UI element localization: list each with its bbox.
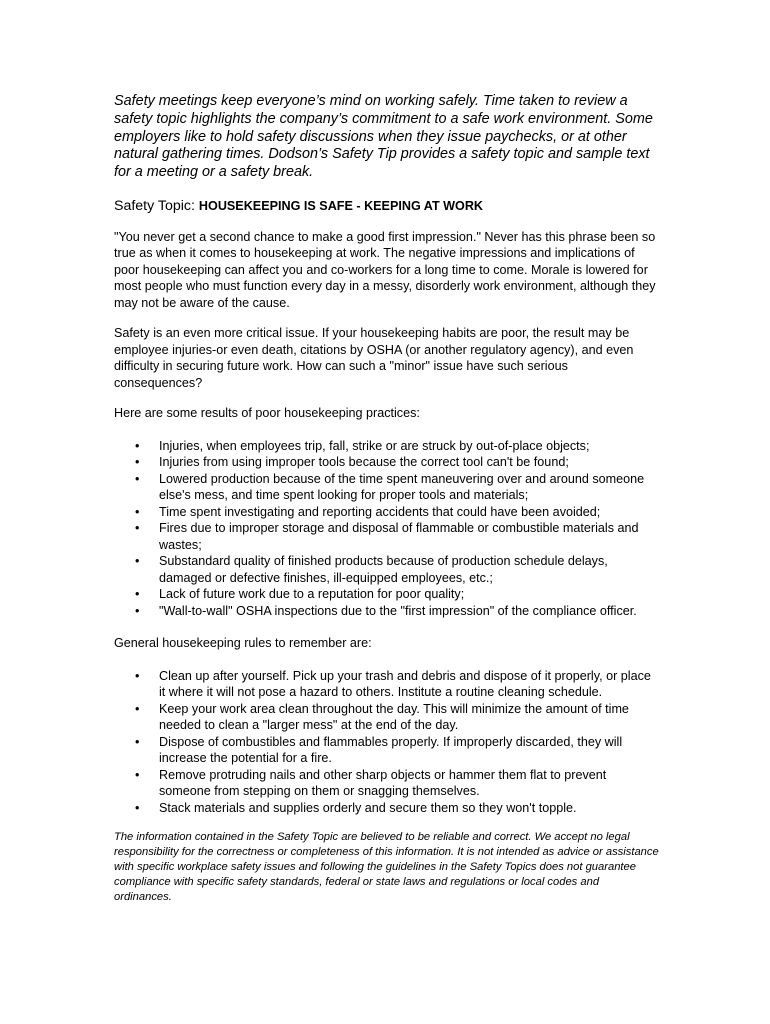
intro-paragraph: Safety meetings keep everyone’s mind on working safely. Time taken to review a safety topic highlights the company’s commitment to a safe work environment. Some employers like to hold safety discussions when they issue paychecks, or at other natural gathering times. Dodson’s Safety Tip provides a safety topic and sample text for a meeting or a safety break. [114, 93, 653, 181]
list-item-text: Lowered production because of the time spent maneuvering over and around someone else's mess, and time spent looking for proper tools and materials; [159, 471, 645, 503]
list-item-text: Dispose of combustibles and flammables properly. If improperly discarded, they will increase the potential for a fire. [159, 734, 623, 766]
list-item [114, 454, 659, 471]
list-item-text: Lack of future work due to a reputation for poor quality; [159, 587, 465, 602]
list-item [114, 800, 659, 817]
list-item-text: Injuries from using improper tools because the correct tool can't be found; [159, 455, 569, 470]
rules-list [114, 668, 659, 817]
disclaimer-text: The information contained in the Safety Topic are believed to be reliable and correct. We accept no legal responsibility for the correctness or completeness of this information. It is not intended as advice or assistance with specific workplace safety issues and following the guidelines in the Safety Topics does not guarantee compliance with specific safety standards, federal or state laws and regulations or local codes and ordinances. [114, 831, 659, 904]
list-item [114, 438, 659, 455]
bullet-icon: • [135, 668, 140, 683]
list-item [114, 471, 659, 504]
list-item [114, 553, 659, 586]
list-item-text: "Wall-to-wall" OSHA inspections due to the "first impression" of the compliance officer. [159, 603, 637, 618]
topic-title: HOUSEKEEPING IS SAFE - KEEPING AT WORK [198, 198, 484, 213]
list-item [114, 668, 659, 701]
list-item-text: Substandard quality of finished products because of production schedule delays, damaged or defective finishes, ill-equipped employees, etc.; [159, 554, 608, 585]
bullet-icon: • [135, 438, 140, 453]
list-item-text: Keep your work area clean throughout the day. This will minimize the amount of time needed to clean a "larger mess" at the end of the day. [159, 701, 629, 733]
bullet-icon: • [135, 800, 140, 815]
bullet-icon: • [135, 521, 140, 536]
bullet-icon: • [135, 455, 140, 470]
list-item [114, 504, 659, 521]
bullet-icon: • [135, 701, 140, 716]
list-item [114, 701, 659, 734]
bullet-icon: • [135, 603, 140, 618]
topic-prefix: Safety Topic: [114, 197, 199, 214]
list-item-text: Time spent investigating and reporting accidents that could have been avoided; [159, 504, 601, 519]
paragraph-results-intro: Here are some results of poor housekeeping practices: [114, 406, 420, 421]
list-item [114, 586, 659, 603]
list-item-text: Stack materials and supplies orderly and secure them so they won't topple. [159, 800, 577, 815]
list-item-text: Remove protruding nails and other sharp objects or hammer them flat to prevent someone from stepping on them or snagging themselves. [159, 767, 607, 799]
bullet-icon: • [135, 734, 140, 749]
list-item [114, 520, 659, 553]
list-item [114, 603, 659, 620]
document-page [114, 93, 659, 905]
bullet-icon: • [135, 471, 140, 486]
list-item-text: Clean up after yourself. Pick up your trash and debris and dispose of it properly, or place it where it will not pose a hazard to others. Institute a routine cleaning schedule. [159, 668, 651, 700]
list-item-text: Fires due to improper storage and disposal of flammable or combustible materials and wastes; [159, 521, 639, 552]
bullet-icon: • [135, 587, 140, 602]
results-list [114, 438, 659, 620]
bullet-icon: • [135, 767, 140, 782]
paragraph-safety-issue: Safety is an even more critical issue. If your housekeeping habits are poor, the result may be employee injuries-or even death, citations by OSHA (or another regulatory agency), and even difficulty in securing future work. How can such a "minor" issue have such serious consequences? [114, 326, 634, 390]
paragraph-rules-intro: General housekeeping rules to remember are: [114, 636, 372, 651]
bullet-icon: • [135, 504, 140, 519]
list-item [114, 767, 659, 800]
safety-topic-heading [114, 198, 659, 215]
list-item-text: Injuries, when employees trip, fall, strike or are struck by out-of-place objects; [159, 438, 590, 453]
list-item [114, 734, 659, 767]
bullet-icon: • [135, 554, 140, 569]
paragraph-first-impression: "You never get a second chance to make a good first impression." Never has this phrase been so true as when it comes to housekeeping at work. The negative impressions and implications of poor housekeeping can affect you and co-workers for a long time to come. Morale is lowered for most people who must function every day in a messy, disorderly work environment, although they may not be aware of the cause. [114, 229, 656, 310]
